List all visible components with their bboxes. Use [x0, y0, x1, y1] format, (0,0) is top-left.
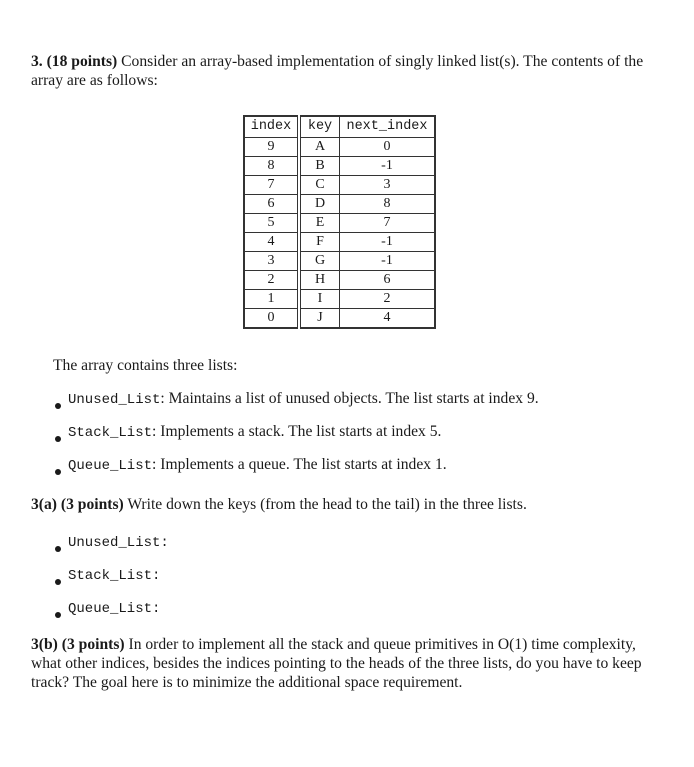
cell-next-index: 0 — [340, 138, 436, 157]
question-text: Consider an array-based implementation of singly linked list(s). The contents of the array are as follows: — [31, 53, 644, 89]
table-row — [244, 214, 435, 233]
cell-key: G — [299, 252, 340, 271]
cell-key: I — [299, 290, 340, 309]
part-a-text: Write down the keys (from the head to the tail) in the three lists. — [127, 496, 527, 513]
bullet-icon — [55, 469, 61, 475]
table-row — [244, 309, 435, 329]
cell-next-index: 7 — [340, 214, 436, 233]
bullet-icon — [55, 579, 61, 585]
part-b — [31, 635, 661, 692]
part-a — [31, 495, 661, 514]
table-row — [244, 176, 435, 195]
cell-key: A — [299, 138, 340, 157]
table-header-row — [244, 116, 435, 138]
cell-key: F — [299, 233, 340, 252]
array-table — [243, 115, 436, 329]
table-row — [244, 157, 435, 176]
table-row — [244, 290, 435, 309]
cell-index: 3 — [244, 252, 299, 271]
table-row — [244, 138, 435, 157]
part-b-points: (3 points) — [61, 636, 125, 653]
list-item — [53, 389, 539, 422]
cell-index: 6 — [244, 195, 299, 214]
list-item — [53, 422, 539, 455]
list-item — [53, 455, 539, 488]
cell-key: H — [299, 271, 340, 290]
cell-next-index: -1 — [340, 233, 436, 252]
list-name: Queue_List — [68, 458, 153, 474]
question-number: 3. — [31, 53, 43, 70]
list-name: Stack_List — [68, 425, 153, 441]
cell-key: B — [299, 157, 340, 176]
table-row — [244, 195, 435, 214]
bullet-icon — [55, 546, 61, 552]
list-description: : Maintains a list of unused objects. The list starts at index 9. — [160, 390, 539, 407]
question-points: (18 points) — [46, 53, 118, 70]
bullet-icon — [55, 436, 61, 442]
cell-index: 2 — [244, 271, 299, 290]
cell-next-index: 2 — [340, 290, 436, 309]
cell-key: D — [299, 195, 340, 214]
list-descriptions — [53, 389, 539, 488]
part-b-label: 3(b) — [31, 636, 58, 653]
bullet-icon — [55, 403, 61, 409]
header-index: index — [244, 116, 299, 138]
list-description: : Implements a stack. The list starts at index 5. — [152, 423, 442, 440]
cell-index: 7 — [244, 176, 299, 195]
cell-index: 8 — [244, 157, 299, 176]
cell-index: 0 — [244, 309, 299, 329]
cell-index: 4 — [244, 233, 299, 252]
part-a-points: (3 points) — [60, 496, 124, 513]
cell-next-index: 8 — [340, 195, 436, 214]
answer-label: Stack_List: — [68, 568, 161, 584]
cell-index: 9 — [244, 138, 299, 157]
answer-label: Unused_List: — [68, 535, 169, 551]
cell-key: E — [299, 214, 340, 233]
cell-next-index: -1 — [340, 157, 436, 176]
bullet-icon — [55, 612, 61, 618]
cell-next-index: 6 — [340, 271, 436, 290]
part-b-text: In order to implement all the stack and queue primitives in O(1) time complexity, what other indices, besides the indices pointing to the heads of the three lists, do you have to keep track? The goal here is to minimize the additional space requirement. — [31, 636, 642, 691]
list-name: Unused_List — [68, 392, 161, 408]
cell-next-index: -1 — [340, 252, 436, 271]
list-item — [53, 565, 169, 598]
lists-intro: The array contains three lists: — [53, 357, 238, 374]
header-key: key — [299, 116, 340, 138]
list-item — [53, 532, 169, 565]
table-row — [244, 271, 435, 290]
list-item — [53, 598, 169, 631]
part-a-label: 3(a) — [31, 496, 57, 513]
cell-next-index: 3 — [340, 176, 436, 195]
header-next-index: next_index — [340, 116, 436, 138]
table-row — [244, 252, 435, 271]
cell-index: 1 — [244, 290, 299, 309]
table-row — [244, 233, 435, 252]
cell-key: J — [299, 309, 340, 329]
answer-list — [53, 532, 169, 631]
cell-next-index: 4 — [340, 309, 436, 329]
cell-index: 5 — [244, 214, 299, 233]
list-description: : Implements a queue. The list starts at index 1. — [152, 456, 447, 473]
question-3 — [31, 52, 661, 90]
cell-key: C — [299, 176, 340, 195]
answer-label: Queue_List: — [68, 601, 161, 617]
